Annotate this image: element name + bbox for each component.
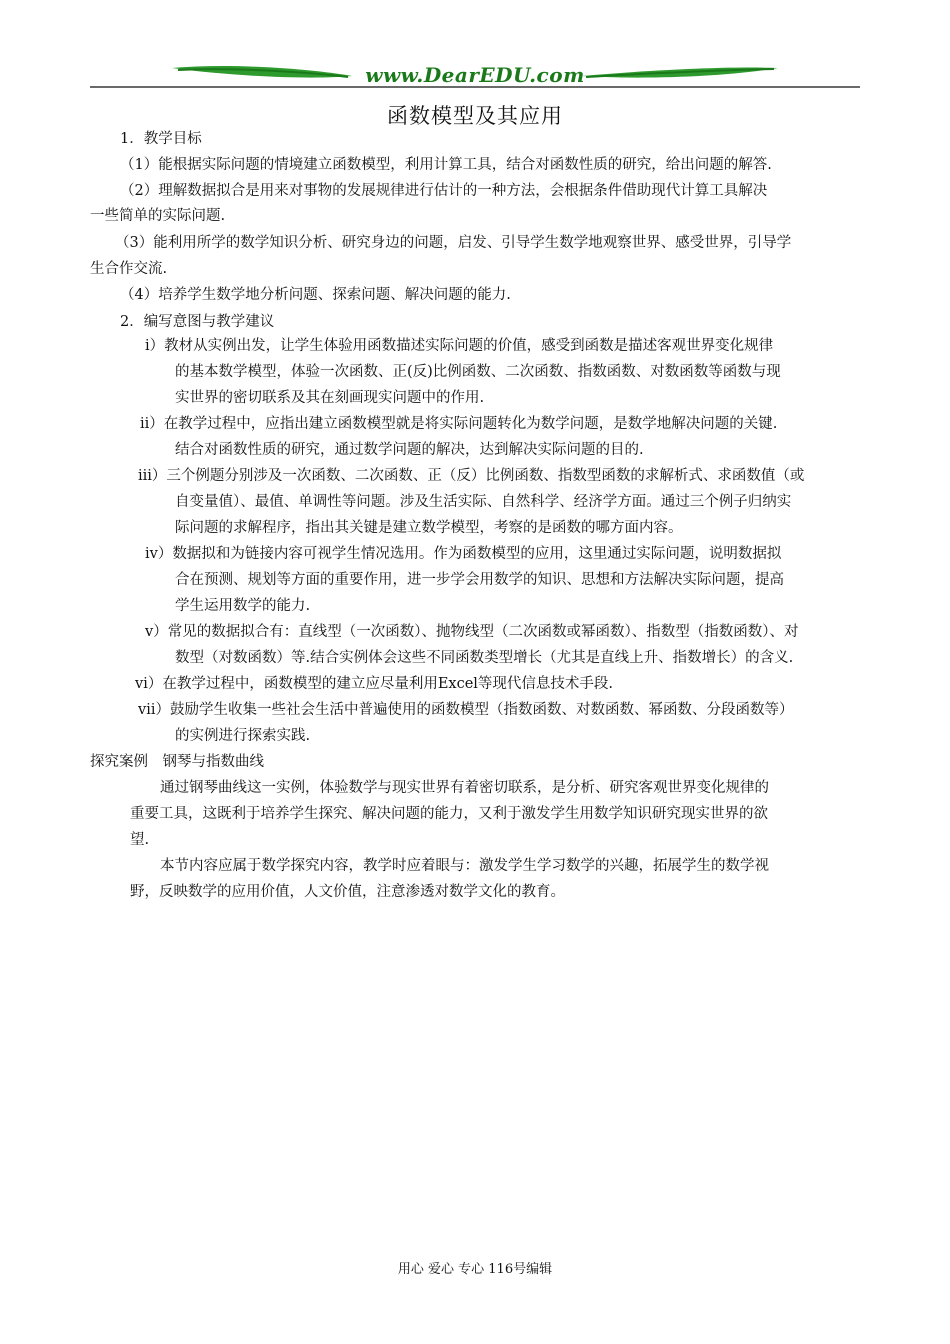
suggestion-4-cont: 合在预测、规划等方面的重要作用，进一步学会用数学的知识、思想和方法解决实际问题，提高 xyxy=(175,572,784,588)
goal-4: （4）培养学生数学地分析问题、探索问题、解决问题的能力. xyxy=(120,287,511,303)
suggestion-7-cont: 的实例进行探索实践. xyxy=(175,728,311,744)
suggestion-4: ⅳ）数据拟和为链接内容可视学生情况选用。作为函数模型的应用，这里通过实际问题，说明数据拟 xyxy=(145,546,782,562)
suggestion-2: ⅱ）在教学过程中，应指出建立函数模型就是将实际问题转化为数学问题，是数学地解决问题的关键. xyxy=(140,416,778,432)
goal-2-cont: 一些简单的实际问题. xyxy=(90,208,226,224)
suggestion-2-cont: 结合对函数性质的研究，通过数学问题的解决，达到解决实际问题的目的. xyxy=(175,442,644,458)
suggestion-1-cont: 的基本数学模型，体验一次函数、正(反)比例函数、二次函数、指数函数、对数函数等函数与现 xyxy=(175,364,781,380)
suggestion-3-cont: 自变量值）、最值、单调性等问题。涉及生活实际、自然科学、经济学方面。通过三个例子归纳实 xyxy=(175,494,792,510)
case-paragraph-1-cont: 望. xyxy=(130,832,150,848)
case-paragraph-2: 本节内容应属于数学探究内容，教学时应着眼与：激发学生学习数学的兴趣，拓展学生的数学视 xyxy=(160,858,769,874)
suggestion-7: ⅶ）鼓励学生收集一些社会生活中普遍使用的函数模型（指数函数、对数函数、幂函数、分段函数等） xyxy=(138,702,794,718)
suggestion-5-cont: 数型（对数函数）等.结合实例体会这些不同函数类型增长（尤其是直线上升、指数增长）的含义. xyxy=(175,650,794,666)
goal-3-cont: 生合作交流. xyxy=(90,261,168,277)
goal-3: （3）能利用所学的数学知识分析、研究身边的问题，启发、引导学生数学地观察世界、感受世界，引导学 xyxy=(115,235,792,251)
suggestion-3: ⅲ）三个例题分别涉及一次函数、二次函数、正（反）比例函数、指数型函数的求解析式、求函数值（或 xyxy=(138,468,805,484)
goal-2: （2）理解数据拟合是用来对事物的发展规律进行估计的一种方法，会根据条件借助现代计算工具解决 xyxy=(120,183,768,199)
document-title: 函数模型及其应用 xyxy=(387,104,563,128)
suggestion-4-cont: 学生运用数学的能力. xyxy=(175,598,311,614)
suggestion-5: ⅴ）常见的数据拟合有：直线型（一次函数）、抛物线型（二次函数或幂函数）、指数型（指数函数）、对 xyxy=(145,624,799,640)
case-paragraph-1: 通过钢琴曲线这一实例，体验数学与现实世界有着密切联系，是分析、研究客观世界变化规律的 xyxy=(160,780,769,796)
section-heading-case: 探究案例 钢琴与指数曲线 xyxy=(90,754,264,770)
suggestion-1-cont: 实世界的密切联系及其在刻画现实问题中的作用. xyxy=(175,390,485,406)
section-heading-suggestions: 2．编写意图与教学建议 xyxy=(120,314,275,330)
suggestion-6: ⅵ）在教学过程中，函数模型的建立应尽量利用Excel等现代信息技术手段. xyxy=(135,676,614,692)
site-logo-text: www.DearEDU.com xyxy=(365,63,585,87)
section-heading-goals: 1．教学目标 xyxy=(120,131,202,147)
case-paragraph-2-cont: 野，反映数学的应用价值，人文价值，注意渗透对数学文化的教育。 xyxy=(130,884,565,900)
suggestion-1: ⅰ）教材从实例出发，让学生体验用函数描述实际问题的价值，感受到函数是描述客观世界变化规律 xyxy=(145,338,774,354)
suggestion-3-cont: 际问题的求解程序，指出其关键是建立数学模型，考察的是函数的哪方面内容。 xyxy=(175,520,683,536)
site-header-banner xyxy=(90,58,860,98)
goal-1: （1）能根据实际问题的情境建立函数模型，利用计算工具，结合对函数性质的研究，给出问题的解答. xyxy=(120,157,772,173)
case-paragraph-1-cont: 重要工具，这既利于培养学生探究、解决问题的能力，又利于激发学生用数学知识研究现实世界的欲 xyxy=(130,806,768,822)
page-footer: 用心 爱心 专心 116号编辑 xyxy=(397,1262,553,1277)
